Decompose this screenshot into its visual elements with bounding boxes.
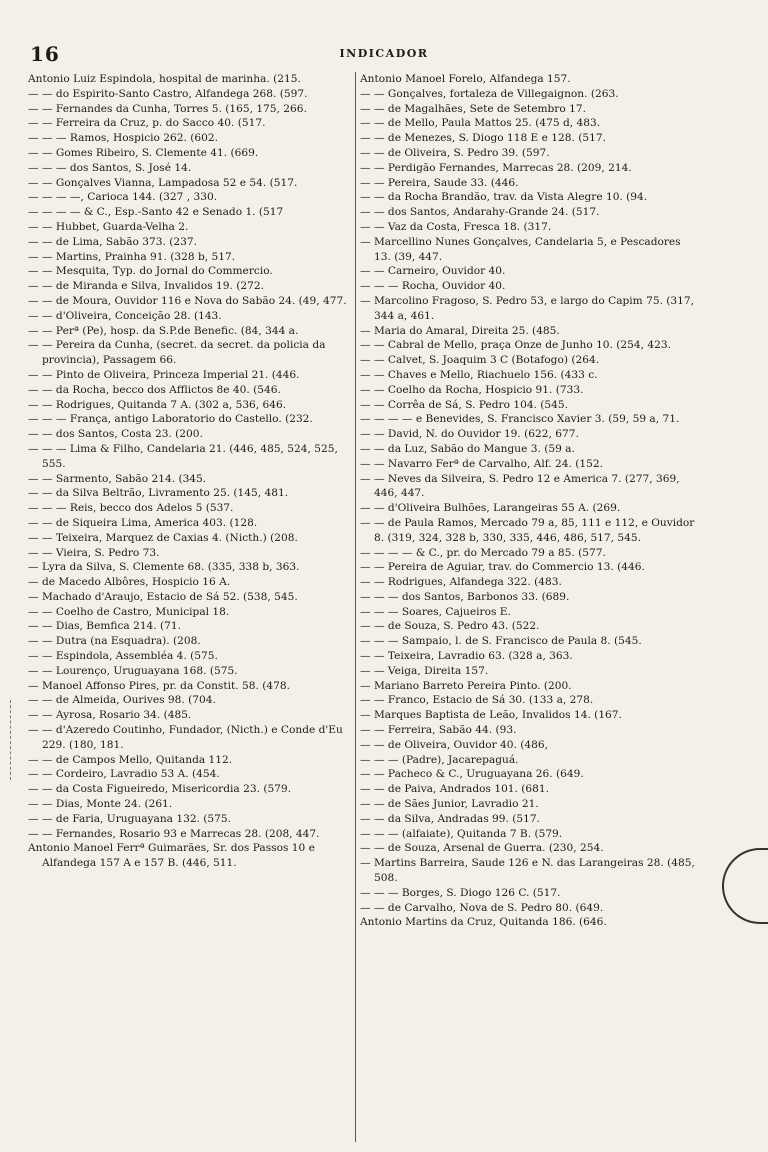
- directory-entry: — — — — & C., pr. do Mercado 79 a 85. (577.: [360, 546, 606, 559]
- directory-entry: — — Calvet, S. Joaquim 3 C (Botafogo) (264.: [360, 354, 600, 367]
- directory-entry: — — dos Santos, Andarahy-Grande 24. (517.: [360, 206, 600, 219]
- directory-entry: — Marcolino Fragoso, S. Pedro 53, e largo do Capim 75. (317, 344 a, 461.: [360, 294, 695, 322]
- directory-entry: — Manoel Affonso Pires, pr. da Constit. 58. (478.: [28, 679, 290, 692]
- directory-entry: — — de Moura, Ouvidor 116 e Nova do Sabão 24. (49, 477.: [28, 294, 347, 307]
- directory-entry: — — Corrêa de Sá, S. Pedro 104. (545.: [360, 398, 569, 411]
- directory-entry: — — Vieira, S. Pedro 73.: [28, 546, 160, 559]
- directory-entry: — — — dos Santos, Barbonos 33. (689.: [360, 590, 570, 603]
- directory-entry: — — — Soares, Cajueiros E.: [360, 605, 511, 618]
- directory-entry: — — Cordeiro, Lavradio 53 A. (454.: [28, 768, 220, 781]
- directory-entry: — Marcellino Nunes Gonçalves, Candelaria 5, e Pescadores 13. (39, 447.: [360, 235, 681, 263]
- right-column: [360, 72, 700, 930]
- directory-entry: Antonio Manoel Forelo, Alfandega 157.: [360, 73, 571, 85]
- directory-entry: — — — (Padre), Jacarepaguá.: [360, 753, 519, 766]
- directory-entry: — — — — e Benevides, S. Francisco Xavier 3. (59, 59 a, 71.: [360, 413, 680, 426]
- directory-entry: — — Martins, Prainha 91. (328 b, 517.: [28, 250, 236, 263]
- directory-entry: — — de Faria, Uruguayana 132. (575.: [28, 812, 232, 825]
- directory-entry: — — Franco, Estacio de Sá 30. (133 a, 278.: [360, 694, 594, 707]
- directory-entry: — — da Luz, Sabão do Mangue 3. (59 a.: [360, 442, 575, 455]
- margin-bracket-mark: [722, 848, 768, 924]
- directory-entry: — — da Rocha, becco dos Afflictos 8e 40. (546.: [28, 383, 281, 396]
- directory-entry: — — de Siqueira Lima, America 403. (128.: [28, 516, 258, 529]
- directory-entry: — — Pereira de Aguiar, trav. do Commercio 13. (446.: [360, 561, 645, 574]
- directory-entry: — — Pinto de Oliveira, Princeza Imperial 21. (446.: [28, 368, 300, 381]
- directory-entry: — — Gonçalves, fortaleza de Villegaignon. (263.: [360, 87, 619, 100]
- directory-entry: — — de Paula Ramos, Mercado 79 a, 85, 111 e 112, e Ouvidor 8. (319, 324, 328 b, 330, 335, 446, 486, 517, 545.: [360, 516, 695, 544]
- running-title: INDICADOR: [339, 47, 429, 60]
- directory-entry: — Mariano Barreto Pereira Pinto. (200.: [360, 679, 572, 692]
- directory-entry: — — de Lima, Sabão 373. (237.: [28, 235, 197, 248]
- directory-entry: — — — —, Carioca 144. (327 , 330.: [28, 191, 218, 204]
- directory-entry: — — Perdigão Fernandes, Marrecas 28. (209, 214.: [360, 161, 632, 174]
- directory-entry: — — Teixeira, Lavradio 63. (328 a, 363.: [360, 650, 573, 663]
- directory-entry: — — — Rocha, Ouvidor 40.: [360, 280, 506, 293]
- directory-entry: — — de Sães Junior, Lavradio 21.: [360, 798, 539, 811]
- directory-entry: — — Sarmento, Sabão 214. (345.: [28, 472, 207, 485]
- directory-entry: — — Rodrigues, Quitanda 7 A. (302 a, 536, 646.: [28, 398, 287, 411]
- directory-entry: — — Lourenço, Uruguayana 168. (575.: [28, 664, 238, 677]
- directory-entry: — — Mesquita, Typ. do Jornal do Commercio.: [28, 265, 273, 278]
- margin-pencil-mark: [10, 700, 21, 780]
- directory-entry: — — d'Oliveira Bulhões, Larangeiras 55 A. (269.: [360, 502, 621, 515]
- directory-entry: — — Pacheco & C., Uruguayana 26. (649.: [360, 768, 584, 781]
- directory-entry: — — de Oliveira, Ouvidor 40. (486,: [360, 738, 548, 751]
- directory-entry: — Maria do Amaral, Direita 25. (485.: [360, 324, 560, 337]
- directory-entry: — — de Mello, Paula Mattos 25. (475 d, 483.: [360, 117, 601, 130]
- left-column: [28, 72, 353, 871]
- directory-entry: — — Ayrosa, Rosario 34. (485.: [28, 709, 192, 722]
- directory-entry: — — da Silva Beltrão, Livramento 25. (145, 481.: [28, 487, 289, 500]
- directory-entry: — — — — & C., Esp.-Santo 42 e Senado 1. (517: [28, 206, 284, 219]
- directory-entry: — — Coelho de Castro, Municipal 18.: [28, 605, 230, 618]
- directory-entry: — — de Menezes, S. Diogo 118 E e 128. (517.: [360, 132, 606, 145]
- directory-entry: — — — Sampaio, l. de S. Francisco de Paula 8. (545.: [360, 635, 642, 648]
- directory-entry: — — Neves da Silveira, S. Pedro 12 e America 7. (277, 369, 446, 447.: [360, 472, 680, 500]
- directory-entry: — — Perª (Pe), hosp. da S.P.de Benefic. (84, 344 a.: [28, 324, 299, 337]
- directory-entry: — — Fernandes, Rosario 93 e Marrecas 28. (208, 447.: [28, 827, 320, 840]
- directory-entry: — — de Carvalho, Nova de S. Pedro 80. (649.: [360, 901, 604, 914]
- directory-entry: — — Chaves e Mello, Riachuelo 156. (433 c.: [360, 368, 598, 381]
- directory-entry: — — Gonçalves Vianna, Lampadosa 52 e 54. (517.: [28, 176, 298, 189]
- directory-entry: — — — Ramos, Hospicio 262. (602.: [28, 132, 218, 145]
- directory-entry: — — de Miranda e Silva, Invalidos 19. (272.: [28, 280, 264, 293]
- directory-entry: — — d'Oliveira, Conceição 28. (143.: [28, 309, 222, 322]
- directory-entry: — — dos Santos, Costa 23. (200.: [28, 428, 203, 441]
- directory-entry: — — Pereira, Saude 33. (446.: [360, 176, 519, 189]
- directory-entry: — — Ferreira, Sabão 44. (93.: [360, 724, 517, 737]
- page-number: 16: [30, 42, 60, 66]
- directory-entry: — — Dias, Bemfica 214. (71.: [28, 620, 182, 633]
- directory-entry: — — Espindola, Assembléa 4. (575.: [28, 650, 218, 663]
- directory-entry: Antonio Manoel Ferrª Guimarães, Sr. dos Passos 10 e Alfandega 157 A e 157 B. (446, 511.: [28, 842, 315, 870]
- directory-entry: — — Dutra (na Esquadra). (208.: [28, 635, 201, 648]
- page-header: [0, 42, 768, 66]
- directory-entry: — — de Almeida, Ourives 98. (704.: [28, 694, 216, 707]
- directory-entry: — — Pereira da Cunha, (secret. da secret. da policia da provincia), Passagem 66.: [28, 339, 326, 367]
- directory-entry: — — Gomes Ribeiro, S. Clemente 41. (669.: [28, 146, 259, 159]
- directory-entry: — — Ferreira da Cruz, p. do Sacco 40. (517.: [28, 117, 266, 130]
- directory-entry: — — Dias, Monte 24. (261.: [28, 798, 173, 811]
- directory-entry: — — de Magalhães, Sete de Setembro 17.: [360, 102, 586, 115]
- directory-entry: — — — (alfaiate), Quitanda 7 B. (579.: [360, 827, 563, 840]
- directory-entry: — — — França, antigo Laboratorio do Castello. (232.: [28, 413, 313, 426]
- directory-entry: — — — Borges, S. Diogo 126 C. (517.: [360, 886, 561, 899]
- directory-entry: — — da Silva, Andradas 99. (517.: [360, 812, 540, 825]
- directory-entry: — — Carneiro, Ouvidor 40.: [360, 265, 506, 278]
- directory-entry: — — Rodrigues, Alfandega 322. (483.: [360, 576, 562, 589]
- directory-entry: — — Coelho da Rocha, Hospicio 91. (733.: [360, 383, 584, 396]
- directory-entry: — — d'Azeredo Coutinho, Fundador, (Nicth.) e Conde d'Eu 229. (180, 181.: [28, 724, 343, 751]
- directory-entry: — Lyra da Silva, S. Clemente 68. (335, 338 b, 363.: [28, 561, 300, 574]
- directory-entry: — — da Rocha Brandão, trav. da Vista Alegre 10. (94.: [360, 191, 648, 204]
- directory-entry: — — David, N. do Ouvidor 19. (622, 677.: [360, 428, 579, 441]
- directory-entry: — — do Espirito-Santo Castro, Alfandega 268. (597.: [28, 87, 308, 100]
- directory-entry: — — Navarro Ferª de Carvalho, Alf. 24. (152.: [360, 457, 603, 470]
- column-divider: [355, 72, 356, 1142]
- directory-entry: — — Teixeira, Marquez de Caxias 4. (Nicth.) (208.: [28, 531, 298, 544]
- directory-entry: — — da Costa Figueiredo, Misericordia 23. (579.: [28, 783, 292, 796]
- directory-entry: — — de Souza, Arsenal de Guerra. (230, 254.: [360, 842, 604, 855]
- directory-entry: Antonio Martins da Cruz, Quitanda 186. (646.: [360, 916, 607, 929]
- directory-entry: — — — Reis, becco dos Adelos 5 (537.: [28, 502, 234, 515]
- directory-entry: — — de Campos Mello, Quitanda 112.: [28, 753, 233, 766]
- directory-entry: — — Vaz da Costa, Fresca 18. (317.: [360, 220, 552, 233]
- directory-entry: — — de Oliveira, S. Pedro 39. (597.: [360, 146, 550, 159]
- directory-entry: — Martins Barreira, Saude 126 e N. das Larangeiras 28. (485, 508.: [360, 857, 695, 885]
- directory-entry: — — de Paiva, Andrados 101. (681.: [360, 783, 550, 796]
- directory-entry: — — Veiga, Direita 157.: [360, 664, 489, 677]
- directory-entry: Antonio Luiz Espindola, hospital de marinha. (215.: [28, 73, 301, 85]
- directory-entry: — — Fernandes da Cunha, Torres 5. (165, 175, 266.: [28, 102, 307, 115]
- directory-entry: — — — dos Santos, S. José 14.: [28, 161, 192, 174]
- directory-entry: — de Macedo Albôres, Hospicio 16 A.: [28, 576, 231, 589]
- directory-entry: — — Cabral de Mello, praça Onze de Junho 10. (254, 423.: [360, 339, 671, 352]
- directory-entry: — — Hubbet, Guarda-Velha 2.: [28, 220, 189, 233]
- directory-entry: — — de Souza, S. Pedro 43. (522.: [360, 620, 540, 633]
- directory-entry: — Marques Baptista de Leão, Invalidos 14. (167.: [360, 709, 622, 722]
- directory-entry: — — — Lima & Filho, Candelaria 21. (446, 485, 524, 525, 555.: [28, 442, 338, 470]
- directory-entry: — Machado d'Araujo, Estacio de Sá 52. (538, 545.: [28, 590, 298, 603]
